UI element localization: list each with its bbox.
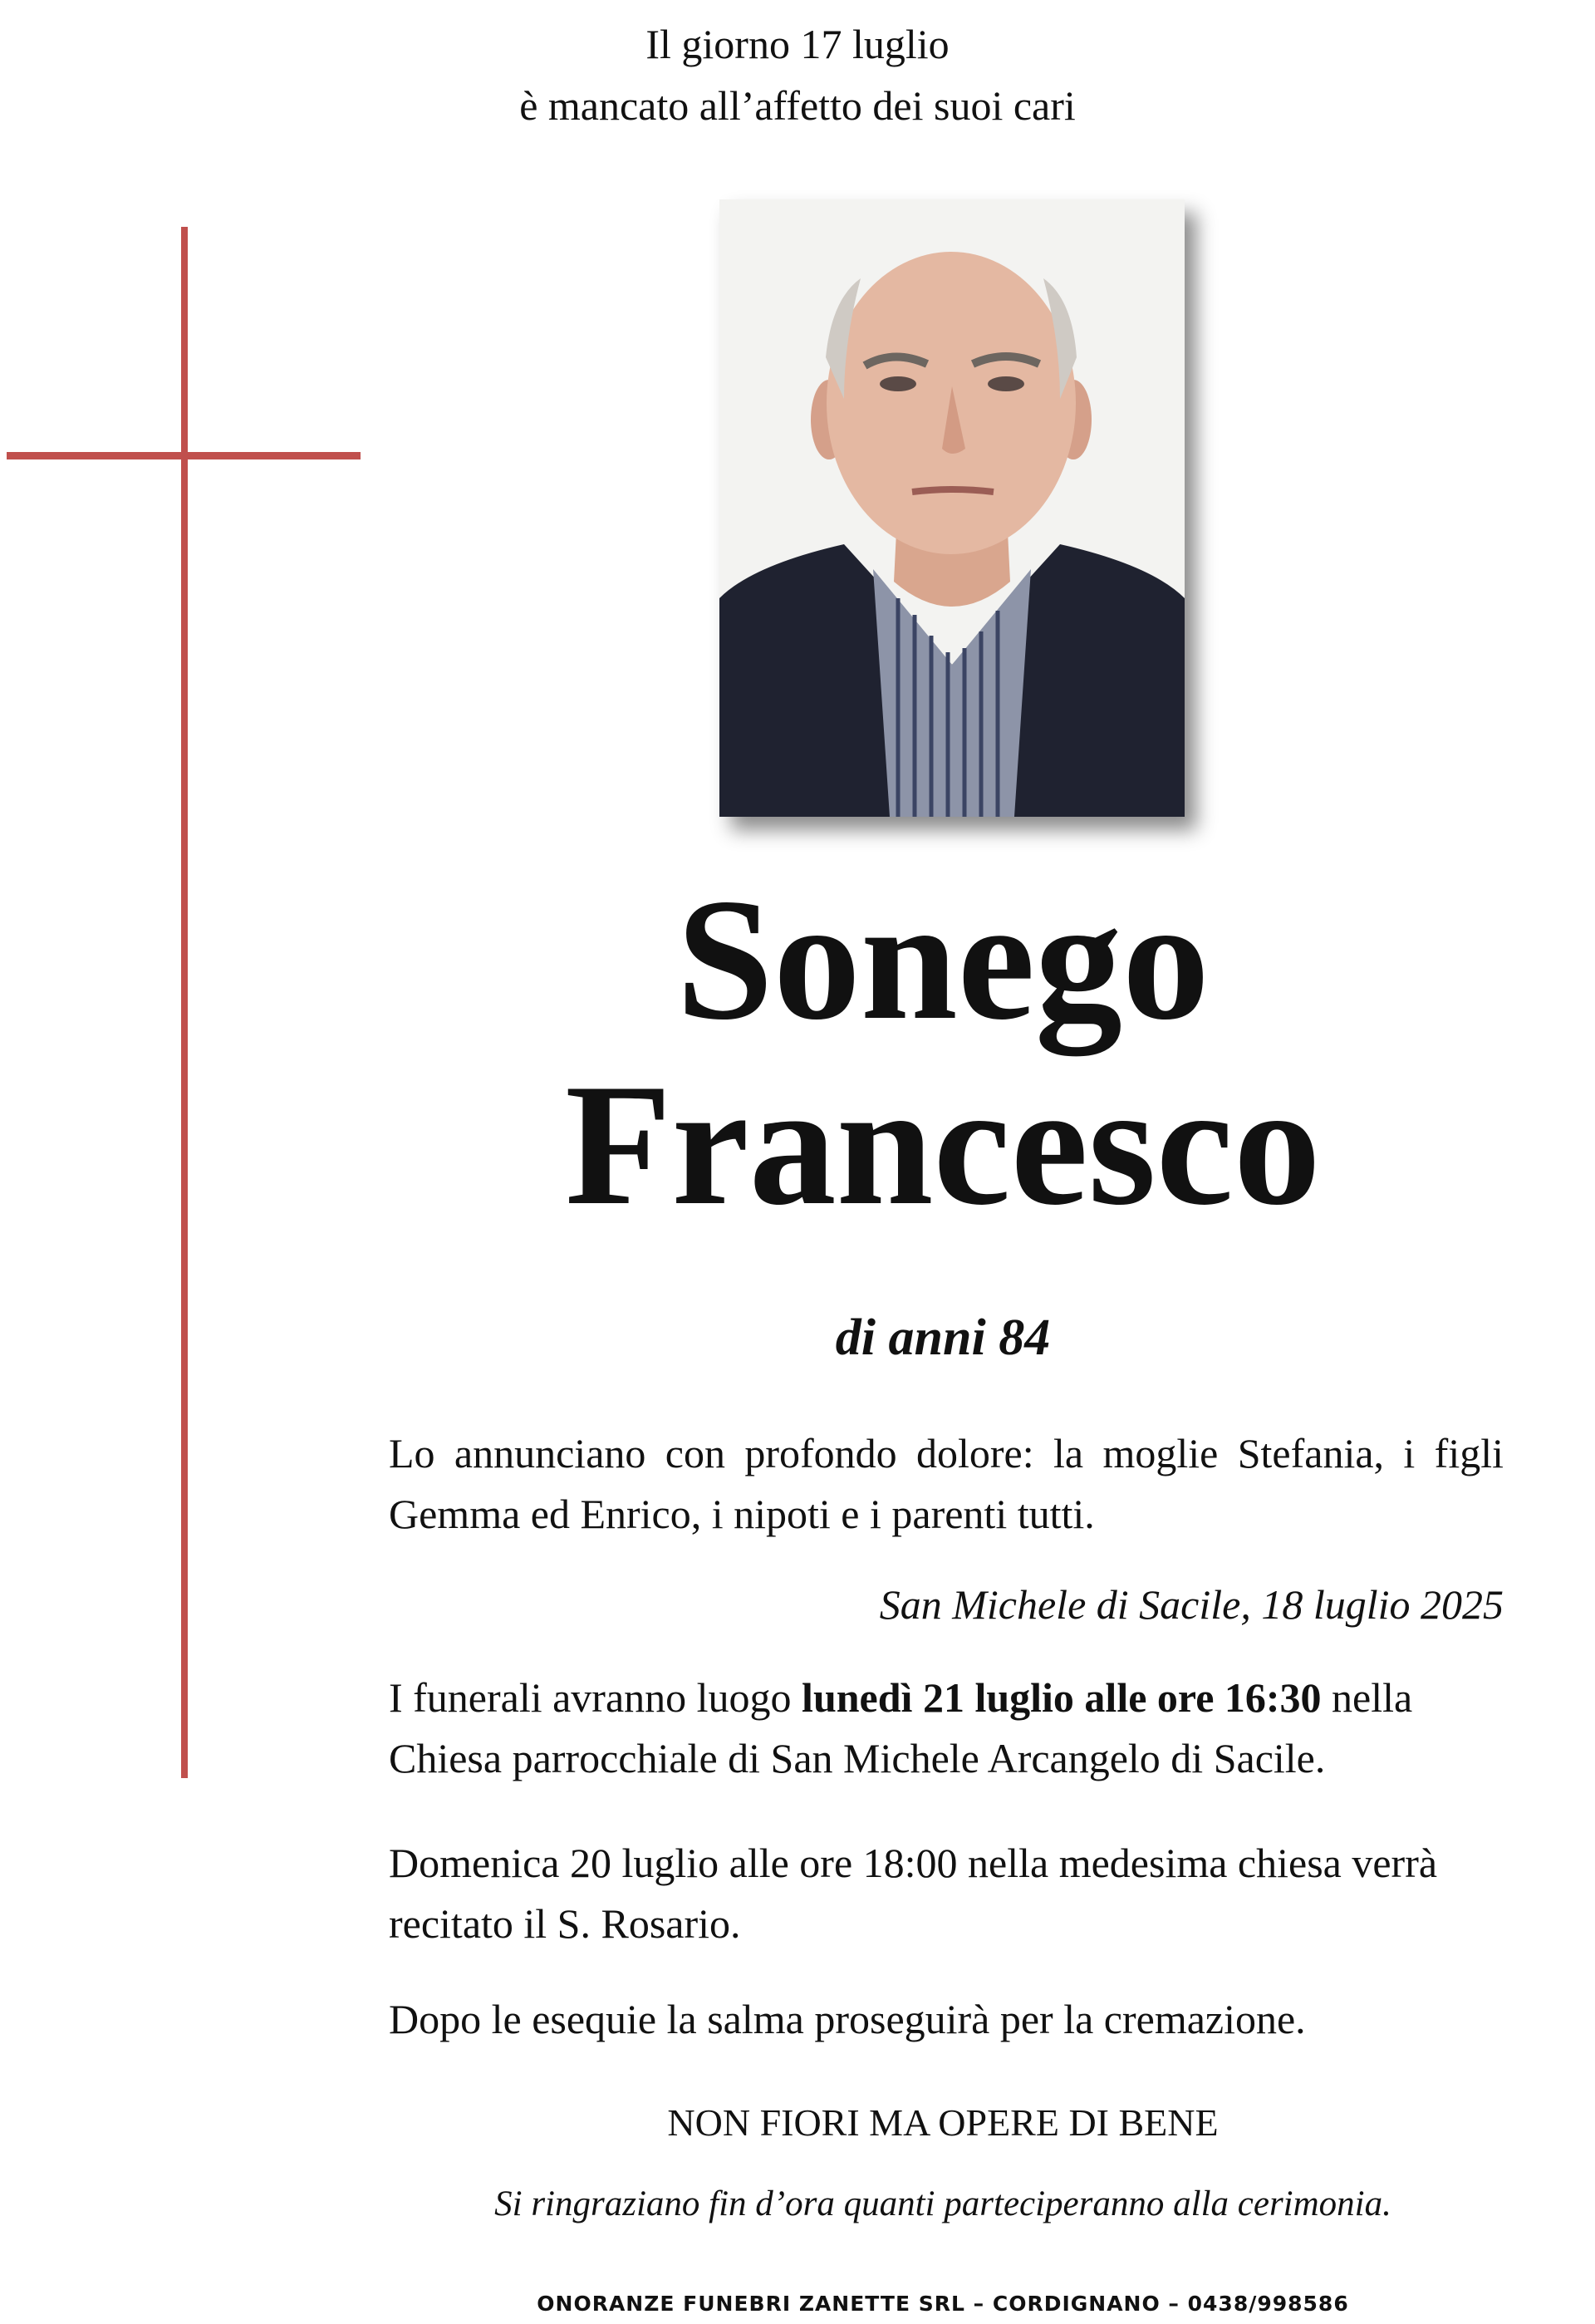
no-flowers-notice: NON FIORI MA OPERE DI BENE — [667, 2101, 1219, 2144]
deceased-first-name: Francesco — [565, 1049, 1321, 1241]
deceased-age: di anni 84 — [835, 1309, 1051, 1366]
portrait-photo-icon — [719, 199, 1185, 817]
portrait-photo — [719, 199, 1185, 817]
thanks-text: Si ringraziano fin d’ora quanti parteciperanno alla cerimonia. — [494, 2184, 1391, 2223]
cross-horizontal-bar — [7, 452, 361, 459]
header-affection-line: è mancato all’affetto dei suoi cari — [519, 82, 1076, 129]
place-date: San Michele di Sacile, 18 luglio 2025 — [879, 1581, 1504, 1628]
announcement-header — [0, 13, 1595, 136]
header-date-line: Il giorno 17 luglio — [645, 21, 950, 67]
deceased-surname: Sonego — [676, 863, 1210, 1056]
cremation-text: Dopo le esequie la salma proseguirà per la cremazione. — [389, 1996, 1306, 2042]
funeral-datetime: lunedì 21 luglio alle ore 16:30 — [802, 1674, 1322, 1721]
funeral-details — [389, 1668, 1504, 1789]
funeral-location: nella Chiesa parrocchiale di San Michele Arcangelo di Sacile. — [389, 1674, 1413, 1781]
rosary-text: Domenica 20 luglio alle ore 18:00 nella medesima chiesa verrà recitato il S. Rosario. — [389, 1840, 1438, 1947]
funeral-intro: I funerali avranno luogo — [389, 1674, 802, 1721]
announcement-text: Lo annunciano con profondo dolore: la moglie Stefania, i figli Gemma ed Enrico, i nipoti e i parenti tutti. — [389, 1430, 1504, 1537]
cross-vertical-bar — [181, 227, 188, 1778]
funeral-home-footer: ONORANZE FUNEBRI ZANETTE SRL – CORDIGNANO – 0438/998586 — [537, 2292, 1349, 2316]
